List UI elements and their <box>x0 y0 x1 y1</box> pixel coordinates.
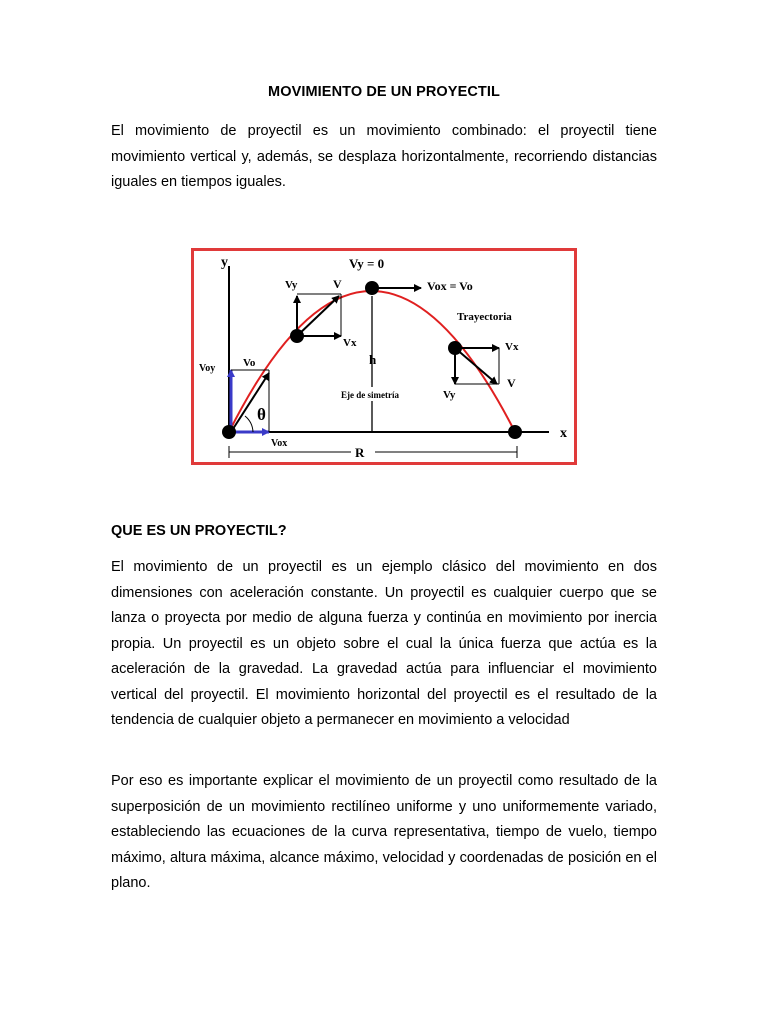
superposition-paragraph: Por eso es importante explicar el movimiento de un proyectil como resultado de la superposición de un movimiento rectilíneo uniforme y uno uniformemente variado, estableciendo las ecuaciones de la curva representativa, tiempo de vuelo, tiempo máximo, altura máxima, alcance máximo, velocidad y coordenadas de posición en el plano. <box>111 773 657 891</box>
vox-eq-vo-label: Vox = Vo <box>427 279 473 293</box>
launch-point <box>222 425 236 439</box>
descent-vy-label: Vy <box>443 389 456 401</box>
section-heading: QUE ES UN PROYECTIL? <box>111 523 287 539</box>
voy-label: Voy <box>199 363 216 374</box>
theta-label: θ <box>257 405 266 424</box>
vo-label: Vo <box>243 357 256 369</box>
ascent-point <box>290 329 304 343</box>
ascent-v-label: V <box>333 277 342 291</box>
eje-simetria-label: Eje de simetría <box>341 390 399 400</box>
descent-point <box>448 341 462 355</box>
definition-paragraph: El movimiento de un proyectil es un ejemplo clásico del movimiento en dos dimensiones con aceleración constante. Un proyectil es cualquier cuerpo que se lanza o proyecta por medio de alguna fuerza y continúa en movimiento por inercia propia. Un proyectil es un objeto sobre el cual la única fuerza que actúa es la aceleración de la gravedad. La gravedad actúa para influenciar el movimiento vertical del proyectil. El movimiento horizontal del proyectil es el resultado de la tendencia de cualquier objeto a permanecer en movimiento a velocidad <box>111 559 657 728</box>
trayectoria-label: Trayectoria <box>457 311 512 323</box>
ascent-vy-label: Vy <box>285 279 298 291</box>
vy-zero-label: Vy = 0 <box>349 256 385 271</box>
landing-point <box>508 425 522 439</box>
vox-label: Vox <box>271 438 288 449</box>
intro-paragraph: El movimiento de proyectil es un movimiento combinado: el proyectil tiene movimiento vertical y, además, se desplaza horizontalmente, recorriendo distancias iguales en tiempos iguales. <box>111 123 657 190</box>
descent-v-label: V <box>507 376 516 390</box>
projectile-diagram <box>191 248 577 465</box>
y-axis-label: y <box>221 255 228 270</box>
ascent-vx-label: Vx <box>343 337 357 349</box>
h-label: h <box>369 352 377 367</box>
apex-point <box>365 281 379 295</box>
document-title: MOVIMIENTO DE UN PROYECTIL <box>268 84 500 100</box>
descent-vx-label: Vx <box>505 341 519 353</box>
range-label: R <box>355 445 365 460</box>
x-axis-label: x <box>560 426 567 441</box>
